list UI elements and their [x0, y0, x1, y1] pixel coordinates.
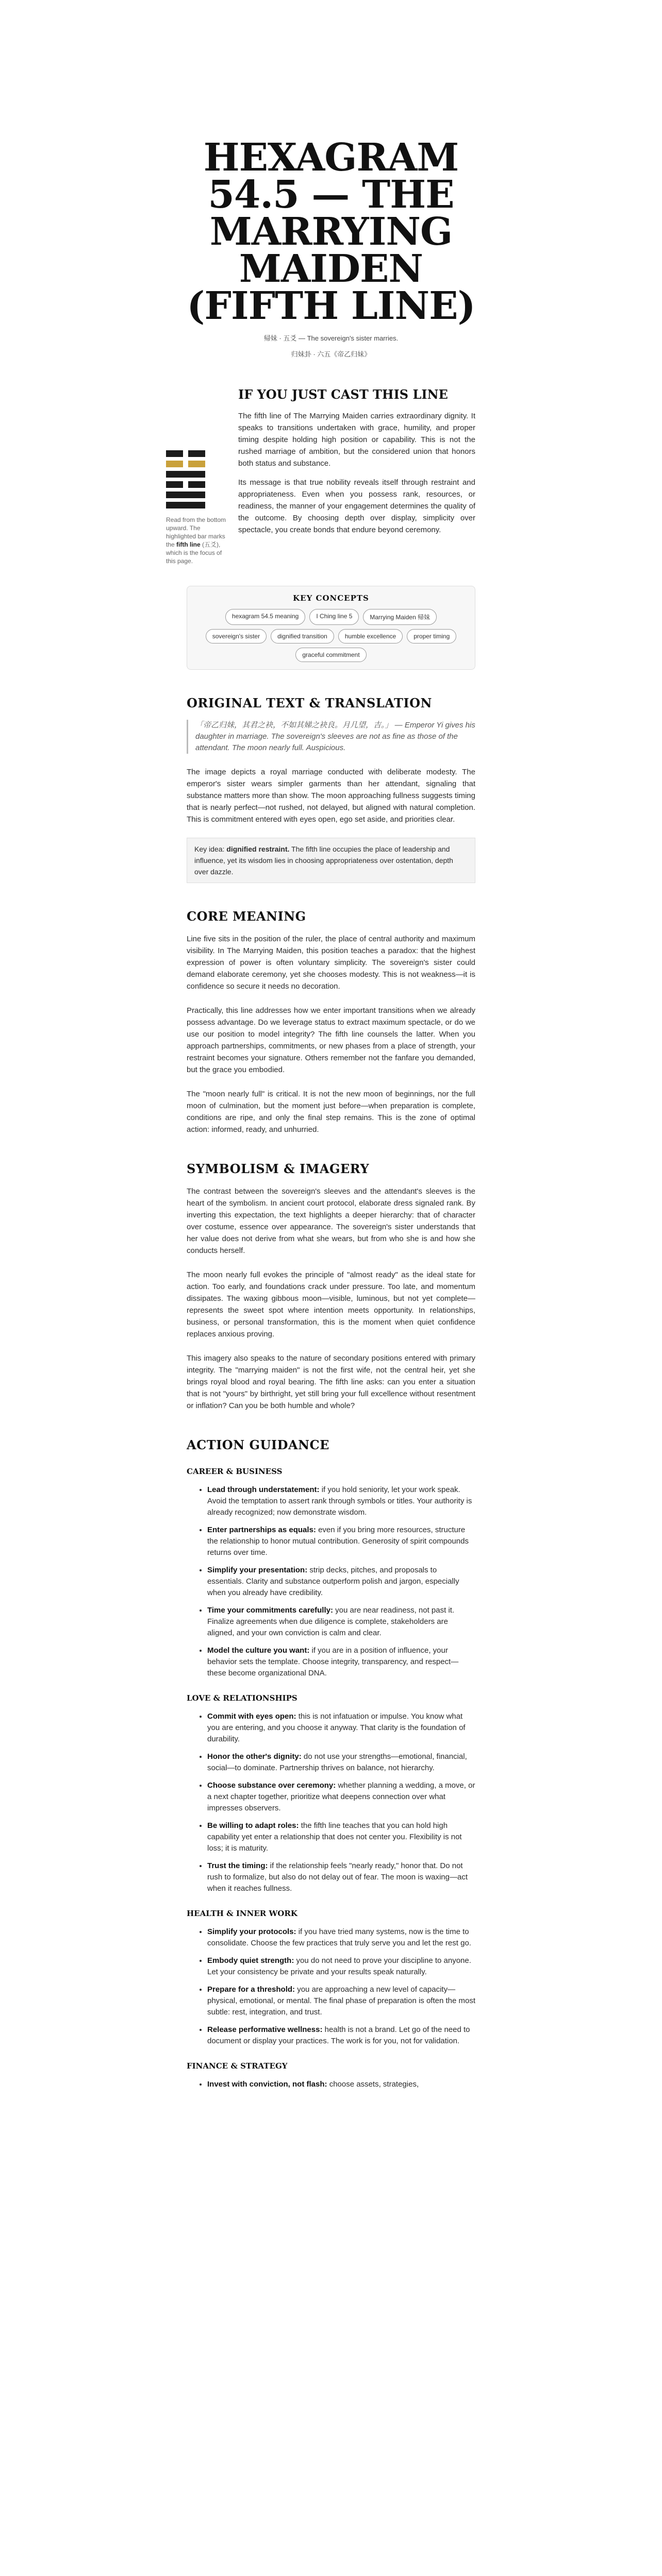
title-line: HEXAGRAM — [203, 135, 459, 180]
hexagram-caption: Read from the bottom upward. The highlighted bar marks the fifth line (五爻), which is the focus of this page. — [166, 516, 226, 565]
concept-pill[interactable]: humble excellence — [338, 629, 403, 643]
hexagram-figure — [166, 388, 227, 565]
core-paragraph: The "moon nearly full" is critical. It is not the new moon of beginnings, nor the full moon of culmination, but the moment just before—when preparation is complete, conditions are ripe, and only the final step remains. This is the zone of optimal action: informed, ready, and unhurried. — [187, 1090, 475, 1134]
intro-paragraph: The fifth line of The Marrying Maiden carries extraordinary dignity. It speaks to transitions undertaken with grace, humility, and proper timing despite holding high position or capability. This is not the rushed marriage of ambition, but the considered union that honors both status and substance. — [238, 412, 475, 468]
key-idea-box: Key idea: dignified restraint. The fifth line occupies the place of leadership and influence, yet its wisdom lies in choosing appropriateness over ostentation, depth over dazzle. — [187, 838, 475, 883]
line-1 — [166, 502, 205, 509]
line-2 — [166, 492, 205, 498]
guidance-item: • Lead through understatement: if you hold seniority, let your work speak. Avoid the temptation to assert rank through symbols or titles. Your authority is already recognized; now demonstrate wisdom. — [207, 1484, 475, 1518]
guidance-subheading: FINANCE & STRATEGY — [187, 2061, 288, 2071]
hexagram-icon — [166, 450, 205, 509]
guidance-subheading: CAREER & BUSINESS — [187, 1467, 283, 1476]
guidance-item: • Embody quiet strength: you do not need to prove your discipline to anyone. Let your consistency be private and your results speak naturally. — [207, 1955, 475, 1978]
section-heading-symbolism: SYMBOLISM & IMAGERY — [187, 1161, 370, 1176]
guidance-item: • Trust the timing: if the relationship feels "nearly ready," honor that. Do not rush to formalize, but also do not delay out of fear. The moon is waxing—act when it reaches fullness. — [207, 1860, 475, 1894]
guidance-item: • Prepare for a threshold: you are approaching a new level of capacity—physical, emotional, or mental. The final phase of preparation is often the most subtle: rest, integration, and trust. — [207, 1984, 475, 2018]
concept-pill[interactable]: dignified transition — [271, 629, 334, 643]
guidance-item: • Enter partnerships as equals: even if you bring more resources, structure the relationship to honor mutual contribution. Generosity of spirit compounds returns over time. — [207, 1524, 475, 1558]
guidance-item: • Choose substance over ceremony: whether planning a wedding, a move, or a next chapter together, prioritize what deepens connection over what impresses observers. — [207, 1780, 475, 1814]
symbolism-paragraph: This imagery also speaks to the nature of secondary positions entered with primary integrity. The "marrying maiden" is not the first wife, not the central heir, yet she brings royal blood and royal bearing. The fifth line asks: can you enter a situation that is not "yours" by birthright, yet still bring your full excellence without resentment or inflation? Can you be both humble and whole? — [187, 1354, 475, 1410]
guidance-item: • Commit with eyes open: this is not infatuation or impulse. You know what you are entering, and you choose it anyway. That clarity is the foundation of durability. — [207, 1711, 475, 1745]
guidance-list — [187, 1926, 475, 2047]
section-heading-guidance: ACTION GUIDANCE — [187, 1437, 329, 1452]
intro-text — [238, 388, 475, 565]
intro-heading: IF YOU JUST CAST THIS LINE — [238, 387, 448, 402]
intro-paragraph: Its message is that true nobility reveals itself through restraint and appropriateness. Even when you possess rank, resources, or readiness, the manner of your engagement determines the quality of the outcome. By choosing depth over display, simplicity over spectacle, you create bonds that endure beyond ceremony. — [238, 478, 475, 534]
section-heading-core: CORE MEANING — [187, 909, 306, 924]
guidance-item: • Release performative wellness: health is not a brand. Let go of the need to document or display your practices. The work is for you, not for validation. — [207, 2024, 475, 2047]
guidance-item: • Simplify your protocols: if you have tried many systems, now is the time to consolidate. Choose the few practices that truly serve you and let the rest go. — [207, 1926, 475, 1949]
guidance-item: • Honor the other's dignity: do not use your strengths—emotional, financial, social—to dominate. Partnership thrives on balance, not hierarchy. — [207, 1751, 475, 1774]
core-paragraph: Line five sits in the position of the ruler, the place of central authority and maximum visibility. In The Marrying Maiden, this position teaches a paradox: that the highest expression of power is often voluntary simplicity. The sovereign's sister could demand elaborate ceremony, yet she chooses modesty. This is not weakness—it is confidence so secure it needs no decoration. — [187, 935, 475, 991]
guidance-item: • Invest with conviction, not flash: choose assets, strategies, — [207, 2079, 475, 2090]
guidance-list — [187, 1484, 475, 1679]
line-3 — [166, 481, 205, 488]
concept-pill[interactable]: hexagram 54.5 meaning — [225, 609, 305, 625]
symbolism-paragraph: The contrast between the sovereign's sleeves and the attendant's sleeves is the heart of the symbolism. In ancient court protocol, elaborate dress signaled rank. By inverting this expectation, the text highlights a deeper hierarchy: that of character over costume, essence over appearance. The sovereign's sister understands that her value does not derive from what she wears, but from who she is and how she conducts herself. — [187, 1187, 475, 1255]
line-5-highlighted — [166, 461, 205, 467]
guidance-item: • Be willing to adapt roles: the fifth line teaches that you can hold high capability yet enter a relationship that does not center you. Flexibility is not loss; it is maturity. — [207, 1820, 475, 1854]
concept-pill[interactable]: proper timing — [407, 629, 456, 643]
line-6 — [166, 450, 205, 457]
section-heading-original: ORIGINAL TEXT & TRANSLATION — [187, 696, 432, 710]
concept-pills — [196, 609, 466, 662]
page — [166, 0, 476, 2090]
concept-pill[interactable]: graceful commitment — [295, 648, 366, 662]
page-title — [187, 135, 475, 328]
title-line: MAIDEN — [239, 247, 423, 291]
core-paragraph: Practically, this line addresses how we enter important transitions when we already possess advantage. Do we leverage status to extract maximum spectacle, or do we use our position to model integrity? The fifth line counsels the latter. When you approach partnerships, commitments, or new phases from a place of strength, your restraint becomes your signature. Others remember not the fanfare you demanded, but the grace you embodied. — [187, 1006, 475, 1074]
guidance-item: • Simplify your presentation: strip decks, pitches, and proposals to essentials. Clarity and substance outperform polish and jargon, especially when you already have credibility. — [207, 1565, 475, 1599]
title-line: MARRYING — [209, 210, 453, 254]
original-quote: 「帝乙归妹，其君之袂，不如其娣之袂良。月几望，吉。」 — Emperor Yi gives his daughter in marriage. The sovereign's sleeves are not as fine as those of the attendant. The moon nearly full. Auspicious. — [187, 720, 475, 754]
symbolism-paragraph: The moon nearly full evokes the principle of "almost ready" as the ideal state for action. Too early, and foundations crack under pressure. Too late, and momentum dissipates. The waxing gibbous moon—visible, luminous, but not yet complete—represents the sweet spot where intention meets opportunity. In relationships, business, or personal transformation, this is the moment when quiet confidence replaces anxious proving. — [187, 1270, 475, 1338]
concept-pill[interactable]: Marrying Maiden 帰妹 — [363, 609, 437, 625]
guidance-item: • Model the culture you want: if you are in a position of influence, your behavior sets the template. Choose integrity, transparency, and respect—these become organizational DNA. — [207, 1645, 475, 1679]
key-concepts-heading: KEY CONCEPTS — [293, 594, 369, 603]
title-line: 54.5 — THE — [208, 173, 454, 217]
subtitle-chinese: 归妹卦 · 六五《帝乙归妹》 — [291, 350, 371, 358]
concept-pill[interactable]: sovereign's sister — [206, 629, 267, 643]
original-paragraph: The image depicts a royal marriage conducted with deliberate modesty. The emperor's sister wears simpler garments than her attendant, signaling that substance matters more than show. The moon approaching fullness suggests timing that is nearly perfect—not rushed, not delayed, but aligned with natural completion. This is commitment entered with eyes open, ego set aside, and priorities clear. — [187, 768, 475, 824]
line-4 — [166, 471, 205, 478]
intro-section — [166, 387, 475, 565]
concept-pill[interactable]: I Ching line 5 — [309, 609, 359, 625]
guidance-list — [187, 2079, 475, 2090]
title-line: (FIFTH LINE) — [187, 284, 475, 328]
guidance-subheading: HEALTH & INNER WORK — [187, 1909, 297, 1918]
guidance-subheading: LOVE & RELATIONSHIPS — [187, 1693, 297, 1703]
guidance-list — [187, 1711, 475, 1894]
key-concepts-box — [187, 586, 475, 670]
subtitle: 帰妹 · 五爻 — The sovereign's sister marries. — [263, 334, 399, 342]
guidance-item: • Time your commitments carefully: you are near readiness, not past it. Finalize agreements when due diligence is complete, stakeholders are aligned, and your own conviction is calm and clear. — [207, 1605, 475, 1639]
